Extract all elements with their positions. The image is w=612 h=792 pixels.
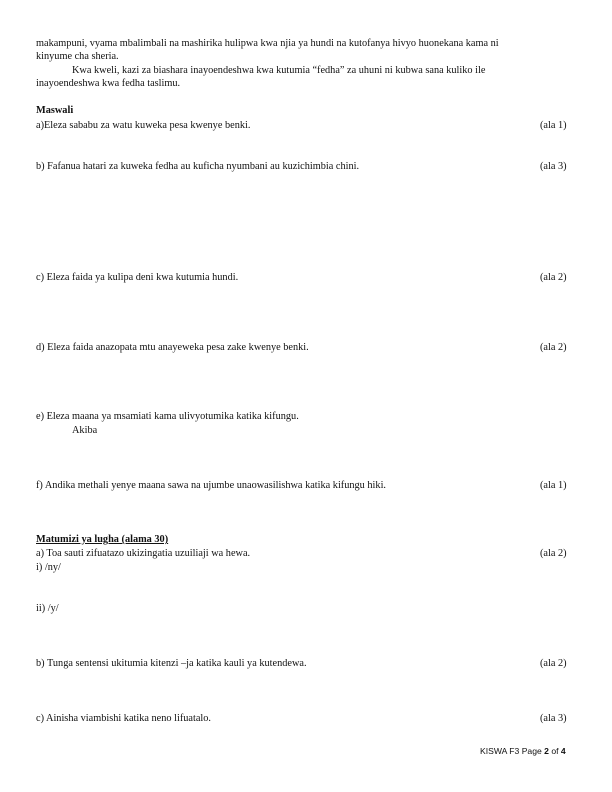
question-marks: (ala 2) (540, 548, 567, 559)
question-text: b) Fafanua hatari za kuweka fedha au kuficha nyumbani au kuzichimbia chini. (36, 161, 360, 172)
page-footer (480, 745, 566, 757)
section-heading: Maswali (36, 105, 74, 116)
question-marks: (ala 1) (540, 120, 567, 131)
question-subitem: Akiba (72, 425, 98, 436)
question-text: b) Tunga sentensi ukitumia kitenzi –ja katika kauli ya kutendewa. (36, 658, 307, 669)
question-text: c) Ainisha viambishi katika neno lifuatalo. (36, 713, 212, 724)
question-text: a) Toa sauti zifuatazo ukizingatia uzuiliaji wa hewa. (36, 548, 251, 559)
question-text: d) Eleza faida anazopata mtu anayeweka pesa zake kwenye benki. (36, 342, 309, 353)
question-marks: (ala 2) (540, 272, 567, 283)
question-subitem: ii) /y/ (36, 603, 59, 614)
question-marks: (ala 2) (540, 342, 567, 353)
question-text: c) Eleza faida ya kulipa deni kwa kutumia hundi. (36, 272, 239, 283)
question-text: e) Eleza maana ya msamiati kama ulivyotumika katika kifungu. (36, 411, 299, 422)
footer-page-total: 4 (560, 746, 566, 756)
passage-line: kinyume cha sheria. (36, 51, 119, 62)
footer-page-number: 2 (544, 746, 549, 756)
question-marks: (ala 3) (540, 713, 567, 724)
passage-line: makampuni, vyama mbalimbali na mashirika hulipwa kwa njia ya hundi na kutofanya hivyo huonekana kama ni (36, 38, 499, 49)
question-marks: (ala 1) (540, 480, 567, 491)
passage-line: inayoendeshwa kwa fedha taslimu. (36, 78, 181, 89)
question-text: a)Eleza sababu za watu kuweka pesa kwenye benki. (36, 120, 251, 131)
passage-line: Kwa kweli, kazi za biashara inayoendeshwa kwa kutumia “fedha” za uhuni ni kubwa sana kuliko ile (72, 65, 486, 76)
question-subitem: i) /ny/ (36, 562, 61, 573)
section-heading: Matumizi ya lugha (alama 30) (36, 534, 169, 545)
question-text: f) Andika methali yenye maana sawa na ujumbe unaowasilishwa katika kifungu hiki. (36, 480, 386, 491)
question-marks: (ala 2) (540, 658, 567, 669)
footer-of: of (548, 746, 561, 756)
footer-label: KISWA F3 Page (480, 746, 545, 756)
question-marks: (ala 3) (540, 161, 567, 172)
